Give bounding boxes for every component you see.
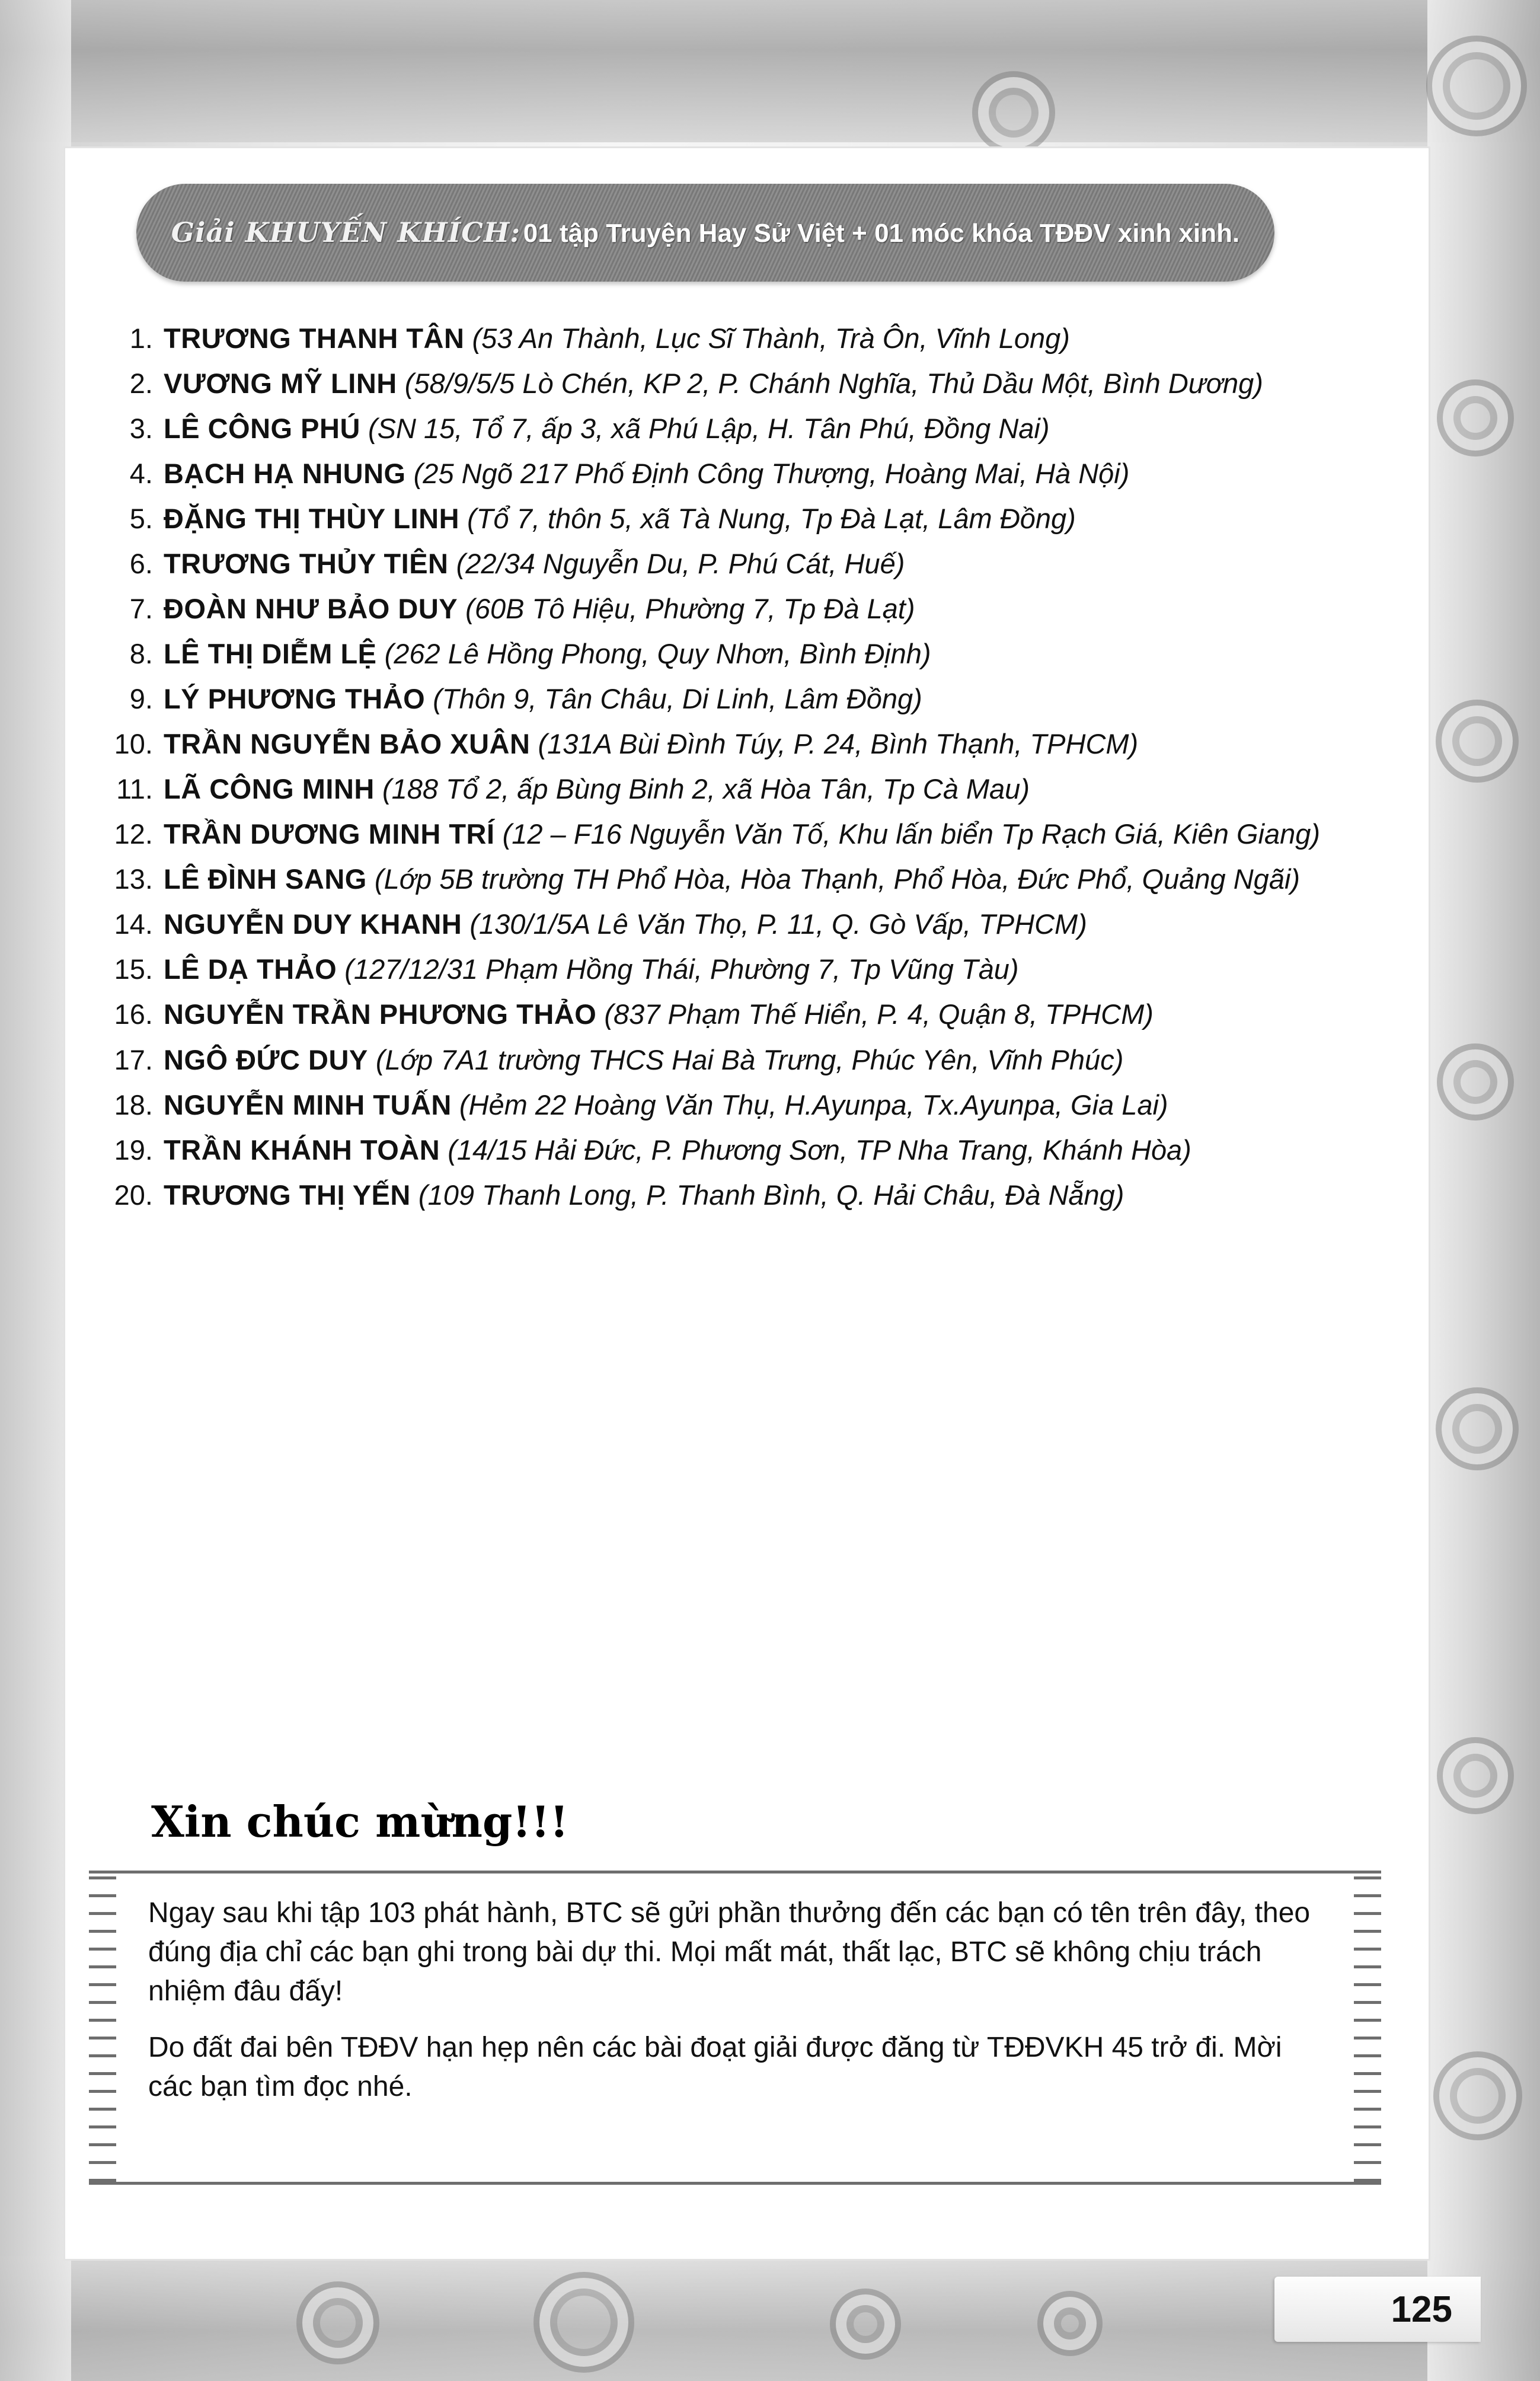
border-band-left bbox=[0, 0, 71, 2381]
winner-name: ĐẶNG THỊ THÙY LINH bbox=[164, 503, 460, 535]
list-item-body bbox=[164, 500, 1434, 537]
spiral-ornament-icon bbox=[1436, 1387, 1519, 1470]
list-item bbox=[89, 455, 1434, 492]
winner-address: (58/9/5/5 Lò Chén, KP 2, P. Chánh Nghĩa, Thủ Dầu Một, Bình Dương) bbox=[404, 368, 1263, 400]
spiral-ornament-icon bbox=[972, 71, 1055, 154]
winner-name: VƯƠNG MỸ LINH bbox=[164, 368, 397, 400]
list-item-number: 19. bbox=[114, 1134, 153, 1166]
list-item-body bbox=[164, 681, 1434, 717]
winner-name: LÊ THỊ DIỄM LỆ bbox=[164, 638, 377, 670]
list-item-number: 20. bbox=[114, 1179, 153, 1211]
prize-label: Giải KHUYẾN KHÍCH: bbox=[171, 216, 521, 248]
border-band-right bbox=[1427, 0, 1540, 2381]
note-paragraph-1: Ngay sau khi tập 103 phát hành, BTC sẽ gửi phần thưởng đến các bạn có tên trên đây, theo đúng địa chỉ các bạn ghi trong bài dự thi. Mọi mất mát, thất lạc, BTC sẽ không chịu trách nhiệm đâu đấy! bbox=[148, 1897, 1311, 2007]
list-item-number: 4. bbox=[129, 458, 153, 490]
list-item-number: 17. bbox=[114, 1043, 153, 1075]
winner-name: TRƯƠNG THỦY TIÊN bbox=[164, 548, 449, 580]
winner-address: (60B Tô Hiệu, Phường 7, Tp Đà Lạt) bbox=[465, 593, 915, 625]
list-item-number: 15. bbox=[114, 953, 153, 985]
list-item bbox=[89, 500, 1434, 537]
winner-address: (Tổ 7, thôn 5, xã Tà Nung, Tp Đà Lạt, Lâm Đồng) bbox=[467, 503, 1076, 535]
list-item-number: 9. bbox=[129, 683, 153, 715]
winner-name: LÃ CÔNG MINH bbox=[164, 773, 375, 805]
winner-address: (262 Lê Hồng Phong, Quy Nhơn, Bình Định) bbox=[384, 638, 931, 670]
winner-name: TRƯƠNG THANH TÂN bbox=[164, 323, 465, 354]
list-item-number: 16. bbox=[114, 998, 153, 1030]
list-item-number: 5. bbox=[129, 503, 153, 535]
spiral-ornament-icon bbox=[1037, 2291, 1103, 2356]
list-item bbox=[89, 951, 1434, 988]
list-item bbox=[89, 1087, 1434, 1124]
winner-address: (837 Phạm Thế Hiển, P. 4, Quận 8, TPHCM) bbox=[604, 998, 1154, 1030]
winner-name: ĐOÀN NHƯ BẢO DUY bbox=[164, 593, 458, 625]
spiral-ornament-icon bbox=[1437, 1043, 1514, 1121]
winner-name: LÊ CÔNG PHÚ bbox=[164, 413, 360, 445]
list-item-body bbox=[164, 410, 1434, 447]
list-item-body bbox=[164, 726, 1434, 762]
winner-address: (22/34 Nguyễn Du, P. Phú Cát, Huế) bbox=[456, 548, 905, 580]
winner-address: (131A Bùi Đình Túy, P. 24, Bình Thạnh, TPHCM) bbox=[538, 728, 1139, 760]
list-item-number: 18. bbox=[114, 1089, 153, 1121]
winner-name: TRẦN KHÁNH TOÀN bbox=[164, 1134, 440, 1166]
winner-name: LÊ ĐÌNH SANG bbox=[164, 863, 367, 895]
list-item bbox=[89, 591, 1434, 627]
winner-name: NGUYỄN DUY KHANH bbox=[164, 908, 462, 940]
winner-address: (Lớp 5B trường TH Phổ Hòa, Hòa Thạnh, Phổ Hòa, Đức Phổ, Quảng Ngãi) bbox=[374, 863, 1301, 895]
list-item bbox=[89, 726, 1434, 762]
winner-name: TRẦN NGUYỄN BẢO XUÂN bbox=[164, 728, 531, 760]
prize-banner-text bbox=[148, 216, 1263, 250]
list-item-body bbox=[164, 591, 1434, 627]
list-item-body bbox=[164, 996, 1434, 1033]
list-item-body bbox=[164, 636, 1434, 672]
winner-name: TRẦN DƯƠNG MINH TRÍ bbox=[164, 818, 495, 850]
spiral-ornament-icon bbox=[1426, 36, 1527, 136]
list-item-number: 10. bbox=[114, 728, 153, 760]
winner-address: (Hẻm 22 Hoàng Văn Thụ, H.Ayunpa, Tx.Ayunpa, Gia Lai) bbox=[459, 1089, 1168, 1121]
winner-address: (127/12/31 Phạm Hồng Thái, Phường 7, Tp Vũng Tàu) bbox=[344, 953, 1019, 985]
spiral-ornament-icon bbox=[533, 2272, 634, 2373]
winner-name: BẠCH HẠ NHUNG bbox=[164, 458, 406, 490]
list-item bbox=[89, 906, 1434, 943]
winners-list bbox=[89, 320, 1434, 1222]
list-item-body bbox=[164, 545, 1434, 582]
note-box bbox=[89, 1871, 1381, 2185]
spiral-ornament-icon bbox=[296, 2281, 379, 2364]
winner-name: NGÔ ĐỨC DUY bbox=[164, 1043, 368, 1075]
spiral-ornament-icon bbox=[1436, 700, 1519, 783]
list-item-body bbox=[164, 1177, 1434, 1214]
list-item bbox=[89, 1177, 1434, 1214]
list-item-number: 6. bbox=[129, 548, 153, 580]
list-item-number: 1. bbox=[129, 323, 153, 354]
winner-name: NGUYỄN TRẦN PHƯƠNG THẢO bbox=[164, 998, 597, 1030]
prize-banner bbox=[136, 184, 1274, 282]
list-item-body bbox=[164, 1132, 1434, 1169]
list-item-body bbox=[164, 1087, 1434, 1124]
list-item bbox=[89, 771, 1434, 808]
winner-address: (109 Thanh Long, P. Thanh Bình, Q. Hải Châu, Đà Nẵng) bbox=[418, 1179, 1124, 1211]
list-item bbox=[89, 681, 1434, 717]
list-item-number: 8. bbox=[129, 638, 153, 670]
winner-name: LÝ PHƯƠNG THẢO bbox=[164, 683, 426, 715]
winner-address: (188 Tổ 2, ấp Bùng Binh 2, xã Hòa Tân, Tp Cà Mau) bbox=[382, 773, 1030, 805]
spiral-ornament-icon bbox=[1437, 379, 1514, 457]
list-item bbox=[89, 1132, 1434, 1169]
list-item bbox=[89, 1042, 1434, 1078]
list-item-body bbox=[164, 365, 1434, 402]
spiral-ornament-icon bbox=[830, 2289, 901, 2360]
congratulations-heading: Xin chúc mừng!!! bbox=[151, 1796, 569, 1847]
list-item-body bbox=[164, 951, 1434, 988]
list-item-body bbox=[164, 861, 1434, 898]
list-item-body bbox=[164, 816, 1434, 853]
list-item-number: 3. bbox=[129, 413, 153, 445]
winner-name: LÊ DẠ THẢO bbox=[164, 953, 337, 985]
list-item-number: 11. bbox=[116, 773, 153, 805]
list-item bbox=[89, 861, 1434, 898]
list-item-body bbox=[164, 1042, 1434, 1078]
list-item-number: 2. bbox=[129, 368, 153, 400]
list-item-body bbox=[164, 320, 1434, 357]
winner-address: (Lớp 7A1 trường THCS Hai Bà Trưng, Phúc Yên, Vĩnh Phúc) bbox=[375, 1043, 1124, 1075]
list-item bbox=[89, 365, 1434, 402]
note-paragraph-2: Do đất đai bên TĐĐV hạn hẹp nên các bài đoạt giải được đăng từ TĐĐVKH 45 trở đi. Mời các bạn tìm đọc nhé. bbox=[148, 2031, 1282, 2102]
list-item bbox=[89, 816, 1434, 853]
winner-address: (53 An Thành, Lục Sĩ Thành, Trà Ôn, Vĩnh Long) bbox=[472, 323, 1070, 354]
list-item-body bbox=[164, 906, 1434, 943]
prize-description: 01 tập Truyện Hay Sử Việt + 01 móc khóa TĐĐV xinh xinh. bbox=[523, 218, 1240, 248]
list-item bbox=[89, 996, 1434, 1033]
winner-name: NGUYỄN MINH TUẤN bbox=[164, 1089, 452, 1121]
list-item bbox=[89, 410, 1434, 447]
list-item bbox=[89, 320, 1434, 357]
note-content bbox=[148, 1894, 1322, 2106]
winner-address: (SN 15, Tổ 7, ấp 3, xã Phú Lập, H. Tân Phú, Đồng Nai) bbox=[368, 413, 1050, 445]
page-number: 125 bbox=[1391, 2289, 1452, 2330]
list-item-number: 7. bbox=[129, 593, 153, 625]
list-item-body bbox=[164, 771, 1434, 808]
winner-name: TRƯƠNG THỊ YẾN bbox=[164, 1179, 411, 1211]
winner-address: (12 – F16 Nguyễn Văn Tố, Khu lấn biển Tp Rạch Giá, Kiên Giang) bbox=[502, 818, 1321, 850]
list-item-number: 13. bbox=[114, 863, 153, 895]
list-item-number: 12. bbox=[114, 818, 153, 850]
list-item bbox=[89, 636, 1434, 672]
winner-address: (25 Ngõ 217 Phố Định Công Thượng, Hoàng Mai, Hà Nội) bbox=[413, 458, 1130, 490]
winner-address: (Thôn 9, Tân Châu, Di Linh, Lâm Đồng) bbox=[433, 683, 922, 715]
spiral-ornament-icon bbox=[1433, 2051, 1522, 2140]
spiral-ornament-icon bbox=[1437, 1737, 1514, 1814]
list-item-body bbox=[164, 455, 1434, 492]
border-band-top bbox=[0, 0, 1540, 142]
list-item bbox=[89, 545, 1434, 582]
winner-address: (14/15 Hải Đức, P. Phương Sơn, TP Nha Trang, Khánh Hòa) bbox=[448, 1134, 1191, 1166]
list-item-number: 14. bbox=[114, 908, 153, 940]
page-number-plate bbox=[1274, 2277, 1481, 2342]
winner-address: (130/1/5A Lê Văn Thọ, P. 11, Q. Gò Vấp, TPHCM) bbox=[469, 908, 1087, 940]
